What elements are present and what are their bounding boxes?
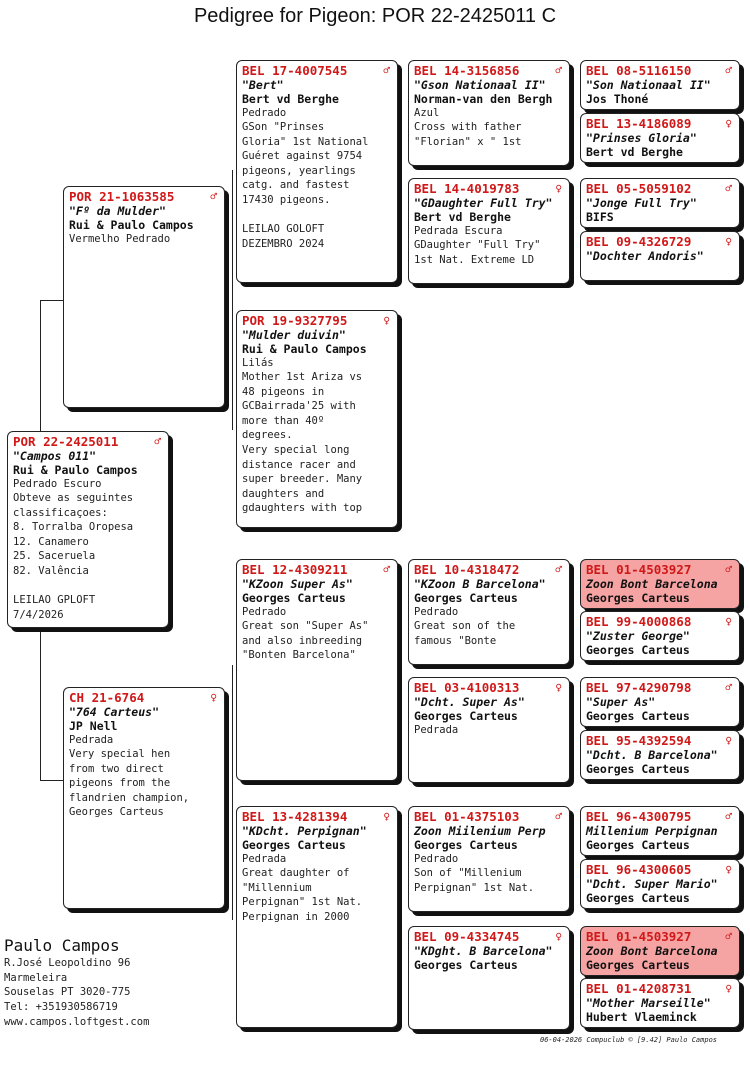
ring-number: POR 19-9327795 bbox=[242, 313, 348, 328]
pigeon-owner: Georges Carteus bbox=[586, 891, 690, 905]
female-icon: ♀ bbox=[555, 930, 562, 943]
breeder-address: R.José Leopoldino 96 bbox=[4, 957, 131, 969]
female-icon: ♀ bbox=[725, 734, 732, 747]
pigeon-owner: Hubert Vlaeminck bbox=[586, 1010, 697, 1024]
dam-card[interactable] bbox=[63, 687, 225, 909]
connector-line bbox=[40, 628, 41, 780]
female-icon: ♀ bbox=[555, 182, 562, 195]
pigeon-name: "Bert" bbox=[242, 78, 284, 92]
connector-line bbox=[232, 665, 233, 920]
great-grandparent-card[interactable] bbox=[408, 677, 570, 783]
ring-number: POR 21-1063585 bbox=[69, 189, 175, 204]
male-icon: ♂ bbox=[383, 563, 390, 576]
pigeon-owner: BIFS bbox=[586, 210, 614, 224]
pigeon-owner: Georges Carteus bbox=[586, 958, 690, 972]
pigeon-color: Pedrada bbox=[414, 724, 459, 736]
pigeon-notes: Cross with father "Florian" x " 1st bbox=[414, 121, 522, 148]
pigeon-color: Pedrado bbox=[242, 606, 287, 618]
ring-number: CH 21-6764 bbox=[69, 690, 145, 705]
connector-line bbox=[232, 170, 233, 430]
male-icon: ♂ bbox=[725, 930, 732, 943]
pigeon-name: "KDght. B Barcelona" bbox=[414, 944, 553, 958]
pigeon-owner: JP Nell bbox=[69, 719, 118, 733]
pigeon-owner: Bert vd Berghe bbox=[586, 145, 683, 159]
ancestor-card-highlighted[interactable] bbox=[580, 926, 740, 976]
pigeon-name: "Prinses Gloria" bbox=[586, 131, 697, 145]
ring-number: BEL 12-4309211 bbox=[242, 562, 348, 577]
sire-card[interactable] bbox=[63, 186, 225, 408]
great-grandparent-card[interactable] bbox=[408, 926, 570, 1030]
breeder-info bbox=[4, 936, 149, 1030]
great-grandparent-card[interactable] bbox=[408, 559, 570, 665]
male-icon: ♂ bbox=[383, 64, 390, 77]
ancestor-card[interactable] bbox=[580, 611, 740, 661]
male-icon: ♂ bbox=[725, 563, 732, 576]
pigeon-name: "Son Nationaal II" bbox=[586, 78, 711, 92]
pigeon-notes: Son of "Millenium Perpignan" 1st Nat. bbox=[414, 867, 535, 894]
ring-number: BEL 99-4000868 bbox=[586, 614, 692, 629]
female-icon: ♀ bbox=[725, 615, 732, 628]
ring-number: BEL 01-4375103 bbox=[414, 809, 520, 824]
ancestor-card-highlighted[interactable] bbox=[580, 559, 740, 609]
pigeon-owner: Georges Carteus bbox=[242, 838, 346, 852]
pigeon-name: "Jonge Full Try" bbox=[586, 196, 697, 210]
female-icon: ♀ bbox=[555, 681, 562, 694]
pigeon-name: "Dcht. Super As" bbox=[414, 695, 525, 709]
ancestor-card[interactable] bbox=[580, 677, 740, 727]
pigeon-notes: GSon "Prinses Gloria" 1st National Guéret against 9754 pigeons, yearlings catg. and fastest 17430 pigeons. LEILAO GOLOFT DEZEMBRO 2024 bbox=[242, 121, 369, 250]
pigeon-notes: GDaughter "Full Try" 1st Nat. Extreme LD bbox=[414, 239, 541, 266]
pigeon-owner: Jos Thoné bbox=[586, 92, 649, 106]
pigeon-name: "Gson Nationaal II" bbox=[414, 78, 546, 92]
ancestor-card[interactable] bbox=[580, 978, 740, 1028]
pigeon-name: "Mulder duivin" bbox=[242, 328, 346, 342]
ring-number: BEL 08-5116150 bbox=[586, 63, 692, 78]
male-icon: ♂ bbox=[555, 64, 562, 77]
ring-number: BEL 96-4300605 bbox=[586, 862, 692, 877]
grandparent-card[interactable] bbox=[236, 559, 398, 781]
pigeon-color: Pedrado bbox=[414, 606, 459, 618]
pigeon-notes: Great son of the famous "Bonte bbox=[414, 620, 516, 647]
pigeon-name: "Super As" bbox=[586, 695, 656, 709]
ring-number: BEL 01-4503927 bbox=[586, 562, 692, 577]
ring-number: BEL 13-4186089 bbox=[586, 116, 692, 131]
ring-number: BEL 03-4100313 bbox=[414, 680, 520, 695]
pigeon-owner: Georges Carteus bbox=[586, 591, 690, 605]
pigeon-owner: Georges Carteus bbox=[586, 838, 690, 852]
ancestor-card[interactable] bbox=[580, 231, 740, 281]
male-icon: ♂ bbox=[555, 563, 562, 576]
pigeon-notes: Very special hen from two direct pigeons from the flandrien champion, Georges Carteus bbox=[69, 748, 190, 819]
ring-number: BEL 97-4290798 bbox=[586, 680, 692, 695]
pigeon-notes: Obteve as seguintes classificaçoes: 8. Torralba Oropesa 12. Canamero 25. Saceruela 82. Valência LEILAO GPLOFT 7/4/2026 bbox=[13, 492, 134, 621]
pigeon-owner: Bert vd Berghe bbox=[242, 92, 339, 106]
male-icon: ♂ bbox=[725, 681, 732, 694]
female-icon: ♀ bbox=[725, 235, 732, 248]
pigeon-color: Pedrado bbox=[414, 853, 459, 865]
ring-number: BEL 14-4019783 bbox=[414, 181, 520, 196]
pigeon-name: "KDcht. Perpignan" bbox=[242, 824, 367, 838]
ancestor-card[interactable] bbox=[580, 730, 740, 780]
pigeon-owner: Bert vd Berghe bbox=[414, 210, 511, 224]
ring-number: BEL 13-4281394 bbox=[242, 809, 348, 824]
female-icon: ♀ bbox=[725, 117, 732, 130]
footer-credit: 06-04-2026 Compuclub © [9.42] Paulo Campos bbox=[540, 1036, 718, 1044]
pigeon-name: "Dcht. B Barcelona" bbox=[586, 748, 718, 762]
ring-number: BEL 10-4318472 bbox=[414, 562, 520, 577]
ring-number: BEL 09-4326729 bbox=[586, 234, 692, 249]
ancestor-card[interactable] bbox=[580, 113, 740, 163]
breeder-name: Paulo Campos bbox=[4, 936, 120, 955]
pigeon-name: "KZoon B Barcelona" bbox=[414, 577, 546, 591]
pigeon-owner: Georges Carteus bbox=[414, 591, 518, 605]
ring-number: BEL 01-4208731 bbox=[586, 981, 692, 996]
male-icon: ♂ bbox=[725, 182, 732, 195]
pigeon-color: Azul bbox=[414, 107, 440, 119]
ring-number: BEL 05-5059102 bbox=[586, 181, 692, 196]
female-icon: ♀ bbox=[725, 863, 732, 876]
grandparent-card[interactable] bbox=[236, 60, 398, 283]
pigeon-color: Pedrada Escura bbox=[414, 225, 503, 237]
ancestor-card[interactable] bbox=[580, 806, 740, 856]
breeder-website[interactable]: www.campos.loftgest.com bbox=[4, 1015, 150, 1028]
pigeon-color: Lilás bbox=[242, 357, 274, 369]
ancestor-card[interactable] bbox=[580, 178, 740, 228]
male-icon: ♂ bbox=[210, 190, 217, 203]
pigeon-owner: Georges Carteus bbox=[414, 709, 518, 723]
male-icon: ♂ bbox=[725, 64, 732, 77]
connector-line bbox=[40, 300, 41, 432]
pigeon-name: "Fº da Mulder" bbox=[69, 204, 166, 218]
great-grandparent-card[interactable] bbox=[408, 806, 570, 912]
pigeon-owner: Rui & Paulo Campos bbox=[69, 218, 194, 232]
ancestor-card[interactable] bbox=[580, 60, 740, 110]
male-icon: ♂ bbox=[555, 810, 562, 823]
ring-number: BEL 95-4392594 bbox=[586, 733, 692, 748]
pigeon-owner: Rui & Paulo Campos bbox=[13, 463, 138, 477]
ring-number: BEL 96-4300795 bbox=[586, 809, 692, 824]
pigeon-name: "KZoon Super As" bbox=[242, 577, 353, 591]
pigeon-name: "Mother Marseille" bbox=[586, 996, 711, 1010]
grandparent-card[interactable] bbox=[236, 310, 398, 528]
breeder-postal: Souselas PT 3020-775 bbox=[4, 986, 131, 999]
pigeon-owner: Georges Carteus bbox=[414, 958, 518, 972]
pigeon-color: Pedrado Escuro bbox=[13, 478, 102, 490]
female-icon: ♀ bbox=[725, 982, 732, 995]
pigeon-name: "764 Carteus" bbox=[69, 705, 160, 719]
pigeon-name: "Campos 011" bbox=[13, 449, 97, 463]
breeder-phone: Tel: +351930586719 bbox=[4, 1001, 118, 1014]
female-icon: ♀ bbox=[383, 314, 390, 327]
pigeon-color: Vermelho Pedrado bbox=[69, 233, 171, 245]
pigeon-name: Millenium Perpignan bbox=[586, 824, 718, 838]
pigeon-owner: Georges Carteus bbox=[414, 838, 518, 852]
pigeon-color: Pedrado bbox=[242, 107, 287, 119]
pigeon-owner: Georges Carteus bbox=[586, 709, 690, 723]
pigeon-name: Zoon Bont Barcelona bbox=[586, 577, 718, 591]
pigeon-name: "Dcht. Super Mario" bbox=[586, 877, 718, 891]
pigeon-name: "Dochter Andoris" bbox=[586, 249, 704, 263]
pigeon-owner: Norman-van den Bergh bbox=[414, 92, 553, 106]
pigeon-name: Zoon Bont Barcelona bbox=[586, 944, 718, 958]
ring-number: POR 22-2425011 bbox=[13, 434, 119, 449]
female-icon: ♀ bbox=[383, 810, 390, 823]
breeder-city: Marmeleira bbox=[4, 971, 68, 984]
male-icon: ♂ bbox=[725, 810, 732, 823]
pigeon-owner: Georges Carteus bbox=[586, 643, 690, 657]
pigeon-name: "Zuster George" bbox=[586, 629, 690, 643]
female-icon: ♀ bbox=[210, 691, 217, 704]
ring-number: BEL 01-4503927 bbox=[586, 929, 692, 944]
pigeon-notes: Great son "Super As" and also inbreeding "Bonten Barcelona" bbox=[242, 620, 369, 662]
ancestor-card[interactable] bbox=[580, 859, 740, 909]
pigeon-color: Pedrada bbox=[69, 734, 114, 746]
pigeon-color: Pedrada bbox=[242, 853, 287, 865]
ring-number: BEL 09-4334745 bbox=[414, 929, 520, 944]
pigeon-notes: Great daughter of "Millennium Perpignan" 1st Nat. Perpignan in 2000 bbox=[242, 867, 363, 923]
pigeon-owner: Georges Carteus bbox=[586, 762, 690, 776]
page-title: Pedigree for Pigeon: POR 22-2425011 C bbox=[193, 5, 557, 27]
grandparent-card[interactable] bbox=[236, 806, 398, 1028]
great-grandparent-card[interactable] bbox=[408, 178, 570, 284]
pigeon-name: "GDaughter Full Try" bbox=[414, 196, 553, 210]
male-icon: ♂ bbox=[154, 435, 161, 448]
ring-number: BEL 17-4007545 bbox=[242, 63, 348, 78]
great-grandparent-card[interactable] bbox=[408, 60, 570, 166]
ring-number: BEL 14-3156856 bbox=[414, 63, 520, 78]
pigeon-notes: Mother 1st Ariza vs 48 pigeons in GCBairrada'25 with more than 40º degrees. Very special long distance racer and super breeder. Many daughters and gdaughters with top bbox=[242, 371, 363, 515]
pigeon-name: Zoon Miilenium Perp bbox=[414, 824, 546, 838]
pigeon-owner: Rui & Paulo Campos bbox=[242, 342, 367, 356]
subject-card[interactable] bbox=[7, 431, 169, 628]
pigeon-owner: Georges Carteus bbox=[242, 591, 346, 605]
